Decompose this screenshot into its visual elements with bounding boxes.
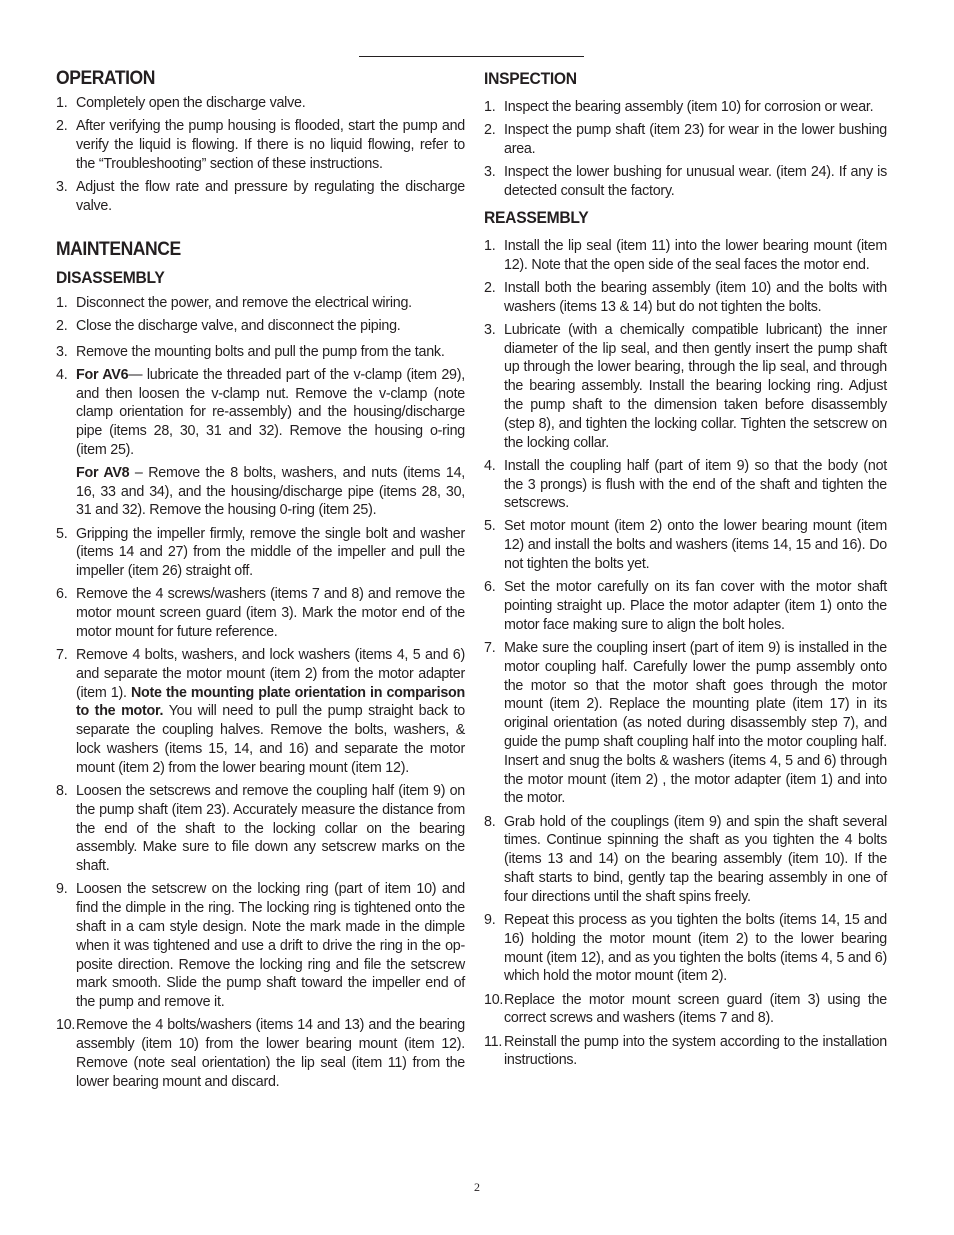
list-item: 6. Remove the 4 screws/washers (items 7 and 8) and remove the motor mount screen guard (item 3). Mark the motor end of the motor mount for future reference. [56, 586, 465, 640]
operation-heading: OPERATION [56, 67, 155, 89]
list-item: 5. Set motor mount (item 2) onto the lower bearing mount (item 12) and install the bolts and washers (items 14, 15 and 16). Do not tighten the bolts yet. [484, 518, 887, 573]
list-item: 4. Install the coupling half (part of item 9) so that the body (not the 3 prongs) is flush with the end of the shaft and tighten the setscrews. [484, 457, 887, 512]
inspection-heading: INSPECTION [484, 69, 577, 88]
list-item: 2. After verifying the pump housing is flooded, start the pump and verify the liquid is flowing. If there is no liquid flowing, refer to the “Troubleshooting” section of these instructions. [56, 118, 465, 172]
list-item: 1. Inspect the bearing assembly (item 10) for corrosion or wear. [484, 99, 874, 115]
list-item: 6. Set the motor carefully on its fan cover with the motor shaft pointing straight up. Place the motor adapter (item 1) onto the motor face making sure to align the bolt holes. [484, 579, 887, 633]
list-item: 2. Close the discharge valve, and disconnect the piping. [56, 317, 401, 334]
maintenance-heading: MAINTENANCE [56, 237, 181, 260]
list-item: 2. Inspect the pump shaft (item 23) for wear in the lower bushing area. [484, 122, 887, 157]
list-item: 7. Remove 4 bolts, washers, and lock washers (items 4, 5 and 6) and separate the motor mount (item 2) from the motor adapter (item 1). Note the mounting plate orientation in comparison to the motor. You will need to pull the pump straight back to separate the coupling halves. Remove the bolts, washers, & lock washers (items 15, 14, and 16) and separate the motor mount (item 2) from the lower bearing mount (item 12). [56, 647, 465, 776]
right-column [484, 66, 887, 1075]
list-item: 8. Loosen the setscrews and remove the coupling half (item 9) on the pump shaft (item 23). Accurately measure the distance from the end of the shaft to the locking collar on the bearing assembly. Make sure to file down any setscrew marks on the shaft. [56, 783, 465, 875]
reassembly-heading: REASSEMBLY [484, 207, 589, 227]
page-number: 2 [474, 1180, 480, 1194]
list-item: 5. Gripping the impeller firmly, remove the single bolt and washer (items 14 and 27) from the middle of the impeller and pull the impeller (item 26) straight off. [56, 525, 465, 580]
list-item: 3. Adjust the flow rate and pressure by regulating the discharge valve. [56, 178, 465, 214]
list-item: 3. Lubricate (with a chemically compatible lubricant) the inner diameter of the lip seal, and then gently insert the pump shaft up through the lower bearing, through the lip seal, and through the bearing assembly. Install the bearing locking ring. Adjust the pump shaft to the dimension taken before disassembly (step 8), and tighten the locking collar. Tighten the setscrew on the locking collar. [484, 321, 887, 451]
operation-steps [56, 94, 465, 216]
list-item: 2. Install both the bearing assembly (item 10) and the bolts with washers (items 13 & 14) but do not tighten the bolts. [484, 279, 887, 315]
av6-paragraph: For AV6— lubricate the threaded part of the v-clamp (item 29), and then loosen the v-clamp nut. Remove the v-clamp (note clamp orientation for re-assembly) and the housing/discharge pipe (items 28, 30, 31 and 32). Remove the housing o-ring (item 25). [76, 366, 465, 458]
list-item: 10. Replace the motor mount screen guard (item 3) using the correct screws and washers (items 7 and 8). [484, 991, 887, 1027]
list-item: 8. Grab hold of the couplings (item 9) and spin the shaft several times. Continue spinning the shaft as you tighten the 4 bolts (items 13 and 14) on the bearing assembly (item 10). If the shaft starts to bind, gently tap the bearing assembly in one of four directions until the shaft spins freely. [484, 813, 887, 905]
inspection-steps [484, 98, 887, 201]
av8-label: For AV8 [76, 464, 130, 481]
disassembly-heading: DISASSEMBLY [56, 267, 165, 287]
list-item: 4. For AV6— lubricate the threaded part of the v-clamp (item 29), and then loosen the v-clamp nut. Remove the v-clamp (note clamp orientation for re-assembly) and the housing/discharge pipe (items 28, 30, 31 and 32). Remove the housing o-ring (item 25). For AV8 – Remove the 8 bolts, washers, and nuts (items 14, 16, 33 and 34), and the housing/discharge pipe (items 28, 30, 31 and 32). Remove the housing 0-ring (item 25). [56, 366, 465, 519]
header-rule [359, 56, 584, 57]
av8-paragraph: For AV8 – Remove the 8 bolts, washers, and nuts (items 14, 16, 33 and 34), and the housing/discharge pipe (items 28, 30, 31 and 32). Remove the housing 0-ring (item 25). [76, 464, 465, 519]
list-item: 10. Remove the 4 bolts/washers (items 14 and 13) and the bearing assembly (item 10) from the lower bearing mount (item 12). Remove (note seal orientation) the lip seal (item 11) from the lower bearing mount and discard. [56, 1017, 465, 1090]
disassembly-steps [56, 294, 465, 1092]
list-item: 9. Loosen the setscrew on the locking ring (part of item 10) and find the dimple in the ring. The locking ring is tightened onto the shaft in a cam style design. Note the mark made in the dimple when it was tightened and use a drift to drive the ring in the op-posite direction. Remove the locking ring and file the setscrew mark smooth. Slide the pump shaft toward the impeller end of the pump and remove it. [56, 881, 465, 1011]
list-item: 1. Completely open the discharge valve. [56, 95, 306, 111]
list-item: 7. Make sure the coupling insert (part of item 9) is installed in the motor coupling half. Carefully lower the pump assembly onto the motor so that the motor shaft goes through the motor mount (item 2). Replace the mounting plate (item 17) in its original orientation (as noted during disassembly step 7), and guide the pump shaft coupling half into the motor coupling half. Insert and snug the bolts & washers (items 4, 5 and 6) through the motor mount (item 2) , the motor adapter (item 1) and into the motor. [484, 640, 887, 807]
list-item: 1. Install the lip seal (item 11) into the lower bearing mount (item 12). Note that the open side of the seal faces the motor end. [484, 237, 887, 273]
left-column [56, 66, 465, 1096]
list-item: 11. Reinstall the pump into the system according to the installation instructions. [484, 1033, 887, 1069]
orientation-note: Note the mounting plate orientation in comparison to the motor. [76, 684, 465, 720]
list-item: 3. Remove the mounting bolts and pull the pump from the tank. [56, 343, 445, 360]
av6-label: For AV6 [76, 366, 129, 383]
list-item: 9. Repeat this process as you tighten the bolts (items 14, 15 and 16) holding the motor mount (item 2) to the lower bearing mount (item 12), and as you tighten the bolts (items 4, 5 and 6) which hold the motor mount (item 2). [484, 911, 887, 985]
reassembly-steps [484, 237, 887, 1070]
list-item: 1. Disconnect the power, and remove the electrical wiring. [56, 294, 412, 311]
list-item: 3. Inspect the lower bushing for unusual wear. (item 24). If any is detected consult the factory. [484, 164, 887, 199]
